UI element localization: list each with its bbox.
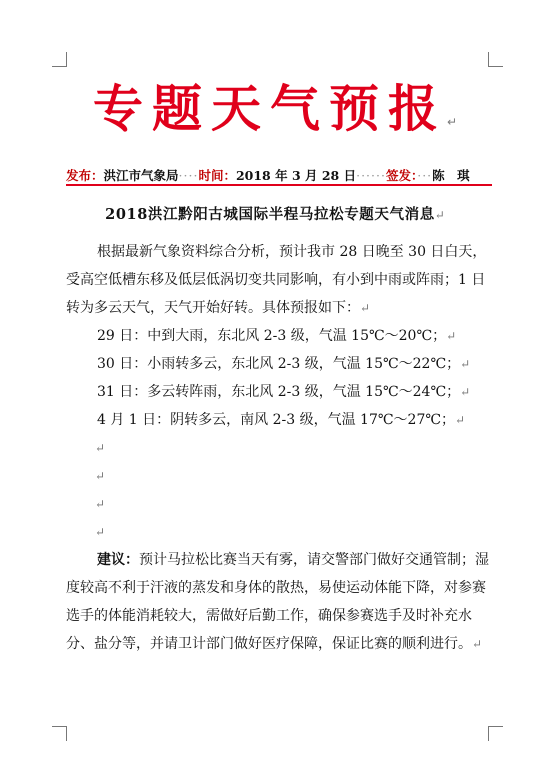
suggestion-text: 预计马拉松比赛当天有雾，请交警部门做好交通管制；湿度较高不利于汗液的蒸发和身体的散热，易使运动体能下降，对参赛选手的体能消耗较大，需做好后勤工作，确保参赛选手及时补充水分、盐分等，并请卫计部门做好医疗保障，保证比赛的顺利进行。: [66, 552, 489, 652]
paragraph-mark: ↵: [95, 441, 106, 455]
empty-paragraph: [66, 518, 498, 546]
publish-line: [66, 166, 492, 184]
suggestion-paragraph: [66, 546, 498, 658]
forecast-line: [66, 350, 498, 378]
time-label: 时间：: [198, 168, 236, 183]
document-title: [60, 203, 490, 224]
paragraph-mark: ↵: [460, 385, 471, 399]
empty-paragraph: [66, 462, 498, 490]
time-value: 2018 年 3 月 28 日: [235, 168, 357, 183]
paragraph-mark: ↵: [95, 525, 106, 539]
paragraph-mark: ↵: [455, 413, 466, 427]
spacer-dots: ····: [178, 168, 199, 183]
intro-text: 根据最新气象资料综合分析，预计我市 28 日晚至 30 日白天，受高空低槽东移及低层低涡切变共同影响，有小到中雨或阵雨；1 日转为多云天气，天气开始好转。具体预报如下：: [66, 244, 487, 316]
paragraph-mark: ↵: [472, 637, 483, 651]
empty-paragraph: [66, 434, 498, 462]
paragraph-mark: ↵: [95, 497, 106, 511]
forecast-line: [66, 322, 498, 350]
intro-paragraph: [66, 238, 498, 322]
publisher-value: 洪江市气象局: [103, 168, 179, 183]
suggestion-label: 建议：: [97, 552, 139, 568]
headline: [60, 76, 490, 155]
crop-mark-top-left: [52, 52, 67, 67]
crop-mark-bottom-left: [52, 726, 67, 741]
paragraph-mark: ↵: [434, 208, 445, 222]
issuer-label: 签发：: [385, 168, 418, 183]
paragraph-mark: ↵: [95, 469, 106, 483]
paragraph-mark: ↵: [446, 115, 458, 129]
issuer-value: 陈 琪: [432, 168, 470, 183]
forecast-text: 29 日：中到大雨，东北风 2-3 级，气温 15℃～20℃；: [97, 328, 447, 344]
spacer-dots: ···: [417, 168, 433, 183]
forecast-text: 31 日：多云转阵雨，东北风 2-3 级，气温 15℃～24℃；: [97, 384, 461, 400]
forecast-line: [66, 378, 498, 406]
paragraph-mark: ↵: [360, 301, 371, 315]
document-body: [66, 238, 498, 658]
paragraph-mark: ↵: [446, 329, 457, 343]
crop-mark-top-right: [488, 52, 503, 67]
headline-text: 专题天气预报: [92, 80, 447, 138]
crop-mark-bottom-right: [488, 726, 503, 741]
document-title-text: 2018洪江黔阳古城国际半程马拉松专题天气消息: [105, 206, 435, 223]
publisher-label: 发布：: [66, 168, 104, 183]
empty-paragraph: [66, 490, 498, 518]
spacer-dots: ······: [356, 168, 386, 183]
forecast-text: 30 日：小雨转多云，东北风 2-3 级，气温 15℃～22℃；: [97, 356, 461, 372]
forecast-line: [66, 406, 498, 434]
red-divider-rule: [66, 184, 492, 186]
paragraph-mark: ↵: [460, 357, 471, 371]
forecast-text: 4 月 1 日：阴转多云，南风 2-3 级，气温 17℃～27℃；: [97, 412, 456, 428]
